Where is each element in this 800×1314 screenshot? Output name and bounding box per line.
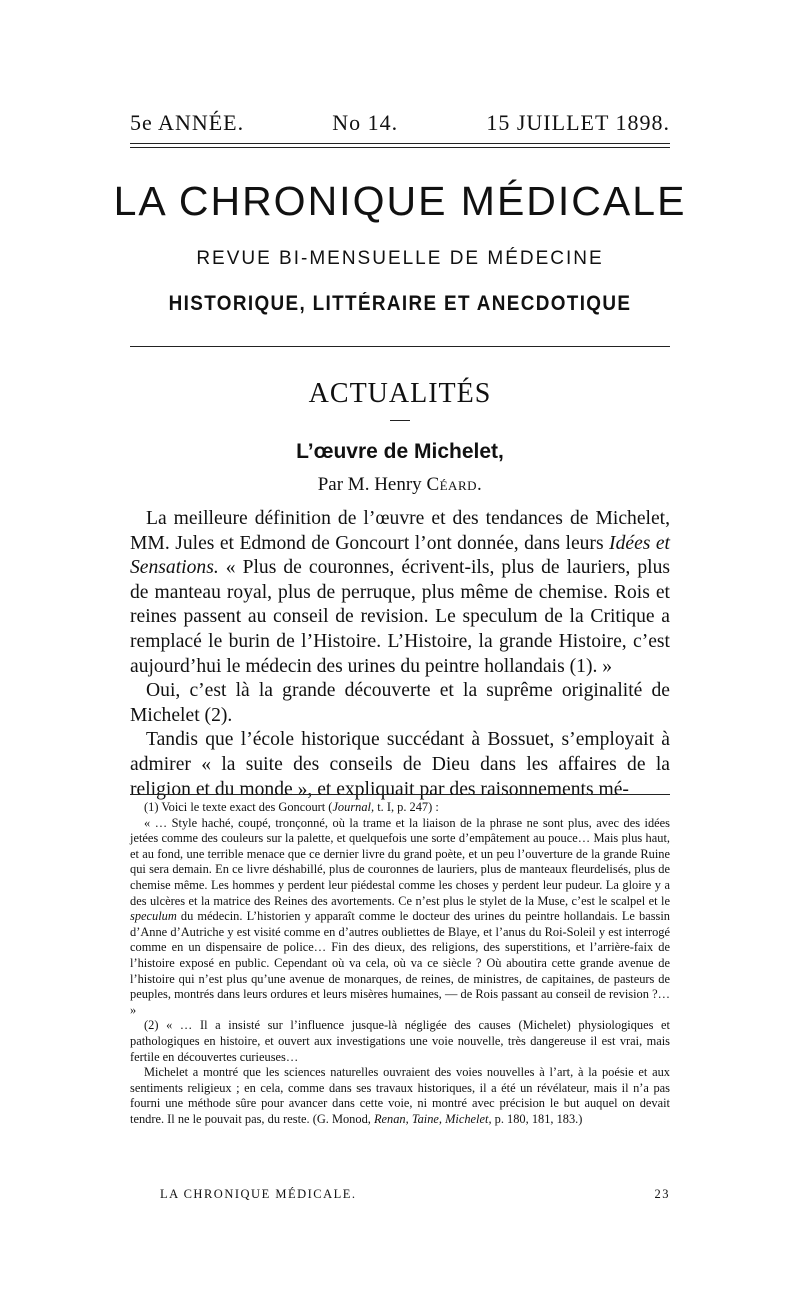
journal-subtitle: REVUE BI-MENSUELLE DE MÉDECINE xyxy=(196,248,604,269)
journal-title: LA CHRONIQUE MÉDICALE xyxy=(113,178,687,224)
paragraph-1-text: La meilleure définition de l’œuvre et des tendances de Michelet, MM. Jules et Edmond de Goncourt l’ont donnée, dans leurs xyxy=(130,508,670,554)
paragraph-1-quote: « Plus de couronnes, écrivent-ils, plus de lauriers, plus de manteau royal, plus de perruque, plus même de chemise. Rois et reines passent au conseil de revision. Le speculum de la Critique a remplacé le burin de l’Histoire. L’Histoire, la grande Histoire, c’est aujourd’hui le médecin des urines du peintre hollandais (1). » xyxy=(130,557,670,677)
footnote-1-text: (1) Voici le texte exact des Goncourt ( xyxy=(144,800,333,814)
paragraph-3: Tandis que l’école historique succédant à Bossuet, s’employait à admirer « la suite des conseils de Dieu dans les affaires de la religion et du monde », et expliquait par des raisonnements mé- xyxy=(130,729,670,800)
footnote-1-quote xyxy=(130,816,670,1019)
byline-author: Céard. xyxy=(426,474,483,495)
issue-date: 15 JUILLET 1898. xyxy=(486,110,670,135)
footnote-1-italic: Journal, xyxy=(332,800,375,814)
footnote-1-quote-italic: speculum xyxy=(130,909,177,924)
footer-journal: LA CHRONIQUE MÉDICALE. xyxy=(160,1187,357,1201)
paragraph-1 xyxy=(130,507,670,679)
section-dash xyxy=(390,420,410,421)
running-header xyxy=(130,110,670,136)
section-heading: ACTUALITÉS xyxy=(308,378,492,409)
volume-year: 5e ANNÉE. xyxy=(130,110,245,135)
article-body xyxy=(130,507,670,802)
footnote-divider xyxy=(130,794,670,795)
footnote-1-ref: t. I, p. 247) : xyxy=(374,800,439,814)
journal-subtitle-2: HISTORIQUE, LITTÉRAIRE ET ANECDOTIQUE xyxy=(168,292,632,315)
paragraph-2: Oui, c’est là la grande découverte et la suprême originalité de Michelet (2). xyxy=(130,680,670,726)
byline-prefix: Par M. Henry xyxy=(317,474,422,495)
footnotes xyxy=(130,800,670,1127)
footnote-1-quote-c: du médecin. L’historien y apparaît comme le docteur des urines du peintre hollandais. Le bassin d’Anne d’Autriche y est visité comme en d’autres oubliettes de Blaye, et l’anus du Roi-Soleil y est interrogé comme en un dispensaire de police… Fin des dieux, des religions, des superstitions, et l’arrière-faix de l’histoire exposé en public. Cependant où va cela, où va ce siècle ? Où aboutira cette grande avenue de l’histoire qui n’est plus qu’une avenue de monarques, de reines, de ministres, de capitaines, de pasteurs de peuples, montrés dans leurs ordures et leurs misères humaines, — de Rois passant au conseil de revision ?… » xyxy=(130,909,670,1017)
footnote-2-italic: Renan, Taine, Michelet, xyxy=(373,1111,492,1126)
footnote-1-quote-a: « … Style haché, coupé, tronçonné, où la trame et la liaison de la phrase ne sont plus, avec des idées jetées comme des couleurs sur la palette, et quelquefois une sorte d’empâtement au pouce… Mais plus haut, et au fond, une terrible menace que ce dernier livre du grand poète, et un peu l’ouverture de la grande Ruine qui sera demain. En ce livre déshabillé, plus de couronnes de lauriers, plus de manteaux fleurdelisés, plus de chemise même. Les hommes y perdent leur piédestal comme les choses y perdent leur pudeur. La gloire y a des ulcères et la matrice des Reines des avortements. Ce n’est plus le stylet de la Muse, c’est le scalpel et le xyxy=(130,815,670,908)
byline xyxy=(0,474,800,496)
footnote-2-continued xyxy=(130,1065,670,1127)
footnote-2-text: Michelet a montré que les sciences naturelles ouvraient des voies nouvelles à l’art, à la poésie et aux sentiments religieux ; en cela, comme dans ses travaux historiques, il a été un révélateur, mais il n’a pas fourni une méthode sûre pour avancer dans cette voie, ni montré avec précision le but auquel on devait tendre. Il ne le pouvait pas, du reste. (G. Monod, xyxy=(130,1065,670,1126)
footnote-2: (2) « … Il a insisté sur l’influence jusque-là négligée des causes (Michelet) physiologiques et pathologiques en histoire, et ouvert aux investigations une voie nouvelle, très dangereuse il est vrai, mais fertile en découvertes curieuses… xyxy=(130,1018,670,1064)
issue-number: No 14. xyxy=(332,110,399,135)
book-title-italic: Idées et Sensations. xyxy=(130,532,670,579)
footnote-2-pages: p. 180, 181, 183.) xyxy=(491,1111,583,1126)
running-footer xyxy=(160,1187,670,1202)
header-divider xyxy=(130,143,670,148)
article-title: L’œuvre de Michelet, xyxy=(296,440,504,463)
masthead-divider xyxy=(130,346,670,347)
page-number: 23 xyxy=(654,1187,670,1201)
footnote-1 xyxy=(130,800,670,816)
